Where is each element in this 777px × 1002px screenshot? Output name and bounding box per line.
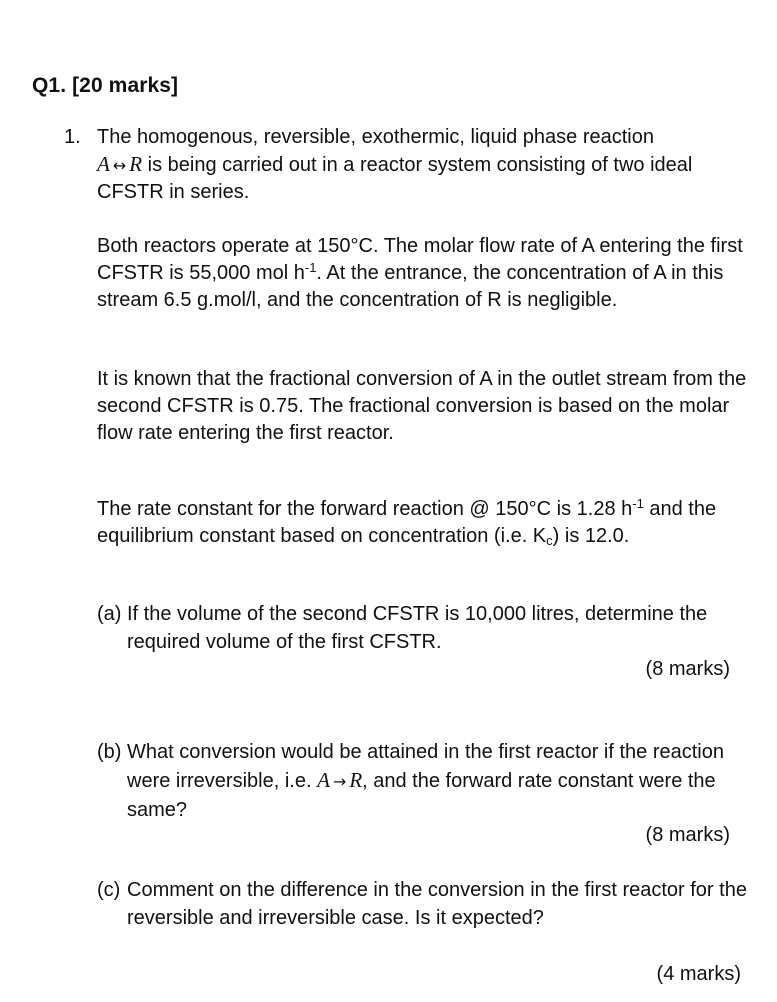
reversible-arrow-symbol: ↔ [112, 156, 127, 175]
operating-conditions-paragraph [97, 233, 757, 314]
question-b [97, 738, 747, 824]
rate-constant-text-1: The rate constant for the forward reaction @ 150°C is 1.28 h [97, 498, 633, 520]
question-a-text: If the volume of the second CFSTR is 10,000 litres, determine the required volume of the first CFSTR. [127, 603, 708, 653]
question-c-label: (c) [97, 879, 121, 901]
rate-constant-text-3: ) is 12.0. [552, 525, 630, 547]
rate-constant-exponent: -1 [632, 496, 644, 511]
question-c-text: Comment on the difference in the conversion in the first reactor for the reversible and irreversible case. Is it expected? [127, 879, 747, 929]
species-r-symbol: R [129, 152, 143, 176]
conversion-paragraph [97, 366, 757, 447]
conversion-text: It is known that the fractional conversion of A in the outlet stream from the second CFSTR is 0.75. The fractional conversion is based on the molar flow rate entering the first reactor. [97, 368, 747, 444]
question-b-species-a-symbol: A [317, 768, 330, 792]
rate-constant-text-2: and the equilibrium constant based on concentration (i.e. K [97, 498, 717, 547]
operating-conditions-text-1: Both reactors operate at 150°C. The molar flow rate of A entering the first CFSTR is 55,000 mol h [97, 235, 743, 284]
reaction-system-text: is being carried out in a reactor system consisting of two ideal CFSTR in series. [97, 154, 693, 203]
reaction-description-paragraph [97, 124, 757, 206]
item-number: 1. [64, 126, 81, 148]
species-a-symbol: A [97, 152, 110, 176]
flow-rate-exponent: -1 [304, 260, 317, 275]
operating-conditions-text-2: . At the entrance, the concentration of A in this stream 6.5 g.mol/l, and the concentration of R is negligible. [97, 262, 724, 311]
question-a-marks: (8 marks) [645, 658, 730, 680]
kc-subscript: c [546, 533, 553, 548]
question-a [97, 600, 747, 656]
irreversible-arrow-symbol: → [332, 772, 347, 791]
question-b-label: (b) [97, 741, 122, 763]
question-b-species-r-symbol: R [349, 768, 363, 792]
question-b-marks: (8 marks) [645, 824, 730, 846]
question-a-label: (a) [97, 603, 122, 625]
reaction-intro-text: The homogenous, reversible, exothermic, liquid phase reaction [97, 126, 654, 148]
question-c [97, 876, 747, 932]
question-b-text-1: What conversion would be attained in the first reactor if the reaction were irreversible, i.e. [127, 741, 724, 792]
question-heading: Q1. [20 marks] [32, 74, 179, 97]
question-b-body [97, 738, 747, 824]
question-b-text-2: , and the forward rate constant were the same? [127, 770, 716, 821]
question-c-marks: (4 marks) [656, 963, 741, 985]
rate-constant-paragraph [97, 496, 757, 550]
